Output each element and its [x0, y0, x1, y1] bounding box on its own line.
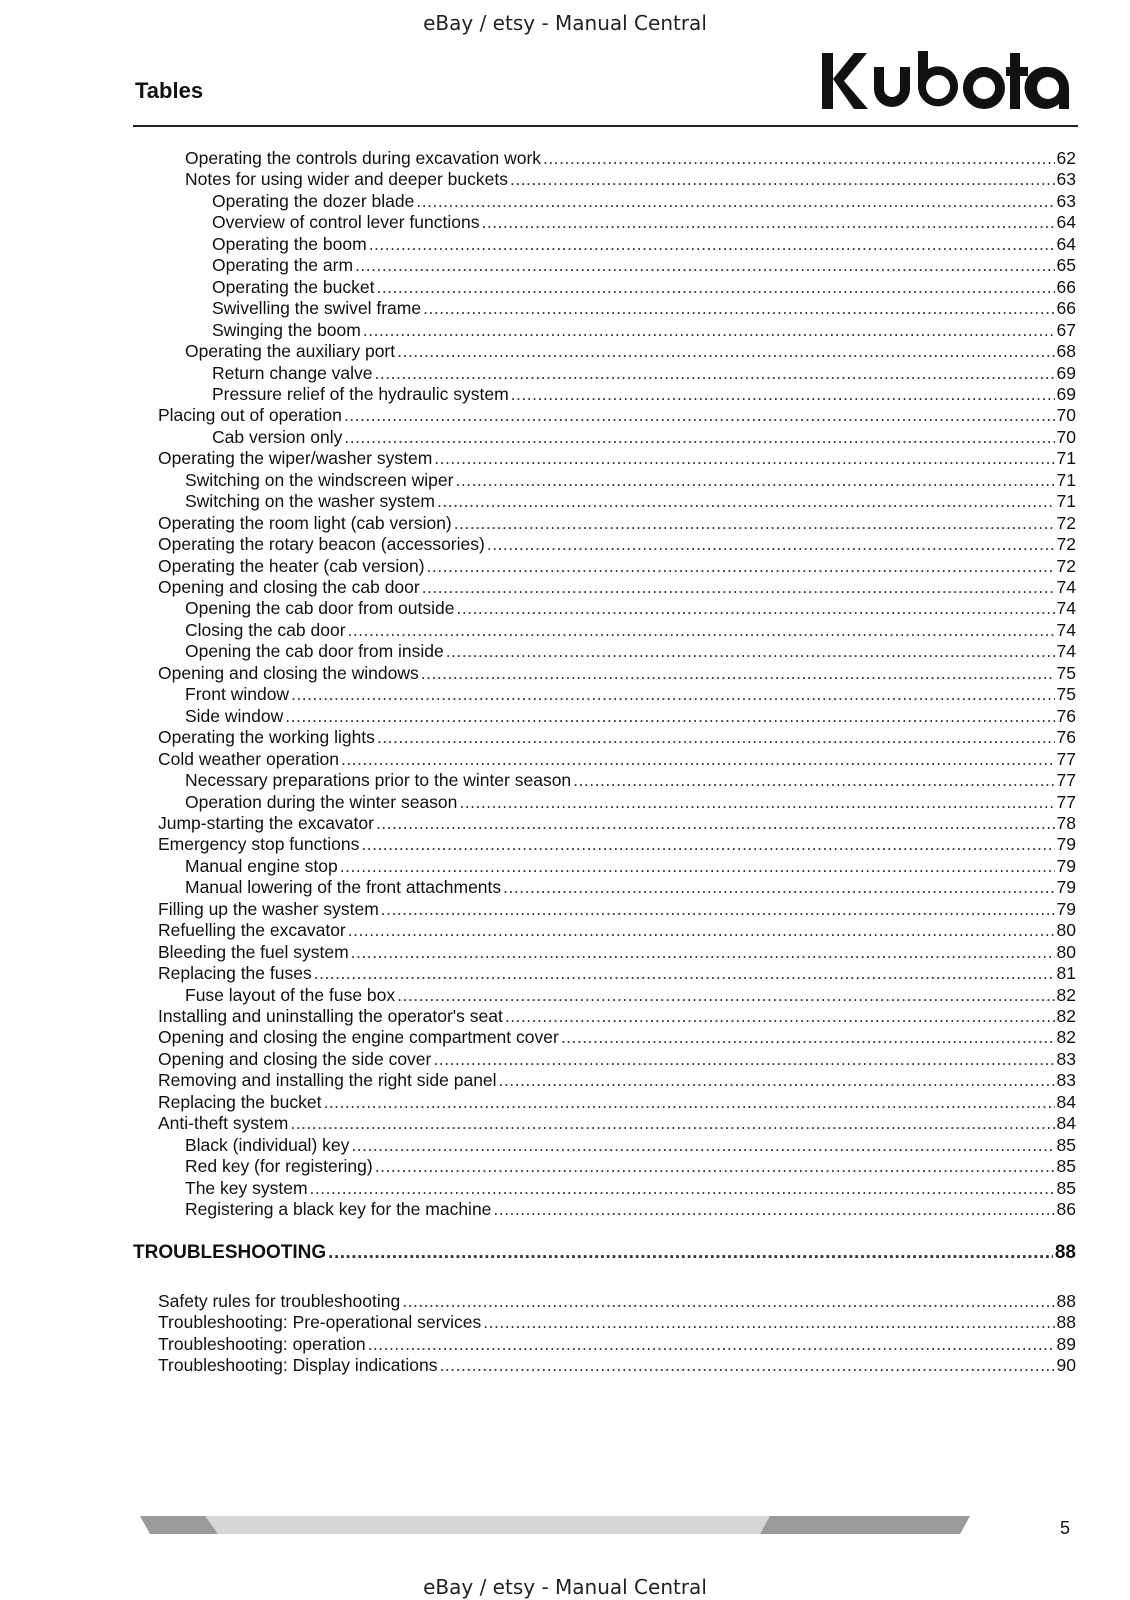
toc-page-number: 79 — [1056, 899, 1076, 919]
toc-dot-leader — [340, 855, 1055, 877]
toc-entry-title: Switching on the washer system — [185, 491, 435, 511]
toc-entry[interactable] — [158, 447, 1076, 469]
toc-dot-leader — [368, 1333, 1055, 1355]
toc-entry-title: Black (individual) key — [185, 1135, 350, 1155]
toc-page-number: 64 — [1056, 234, 1076, 254]
toc-page-number: 86 — [1056, 1199, 1076, 1219]
toc-dot-leader — [455, 469, 1054, 491]
toc-entry-title: Manual engine stop — [185, 856, 338, 876]
toc-entry[interactable] — [158, 576, 1076, 598]
toc-dot-leader — [446, 640, 1055, 662]
toc-page-number: 80 — [1056, 920, 1076, 940]
toc-entry[interactable] — [185, 640, 1076, 662]
toc-entry-title: Operating the rotary beacon (accessories) — [158, 534, 485, 554]
toc-dot-leader — [314, 962, 1055, 984]
toc-entry-title: Replacing the bucket — [158, 1092, 322, 1112]
toc-dot-leader — [423, 297, 1054, 319]
toc-entry[interactable] — [158, 833, 1076, 855]
toc-page-number: 84 — [1056, 1092, 1076, 1112]
toc-page-number: 71 — [1056, 470, 1076, 490]
toc-page-number: 77 — [1056, 770, 1076, 790]
toc-entry[interactable] — [185, 619, 1076, 641]
toc-page-number: 78 — [1056, 813, 1076, 833]
toc-entry[interactable] — [185, 469, 1076, 491]
toc-dot-leader — [328, 1242, 1053, 1264]
toc-entry[interactable] — [158, 662, 1076, 684]
toc-entry[interactable] — [158, 726, 1076, 748]
toc-entry-title: Operating the arm — [212, 255, 354, 275]
toc-dot-leader — [397, 340, 1054, 362]
toc-entry[interactable] — [185, 855, 1076, 877]
header-rule — [133, 125, 1078, 127]
toc-dot-leader — [341, 748, 1055, 770]
toc-entry[interactable] — [185, 1177, 1076, 1199]
toc-entry-title: Troubleshooting: Pre-operational services — [158, 1312, 482, 1332]
toc-dot-leader — [505, 1005, 1055, 1027]
toc-entry-title: Necessary preparations prior to the winter season — [185, 770, 572, 790]
toc-page-number: 66 — [1056, 298, 1076, 318]
toc-entry-title: TROUBLESHOOTING — [133, 1242, 327, 1263]
toc-entry-title: Opening and closing the cab door — [158, 577, 420, 597]
toc-page-number: 66 — [1056, 277, 1076, 297]
toc-entry[interactable] — [185, 1155, 1076, 1177]
toc-dot-leader — [421, 662, 1055, 684]
toc-entry[interactable] — [158, 919, 1076, 941]
toc-entry[interactable] — [158, 812, 1076, 834]
toc-dot-leader — [437, 490, 1055, 512]
toc-entry-title: Cold weather operation — [158, 749, 339, 769]
toc-dot-leader — [510, 168, 1055, 190]
toc-entry[interactable] — [185, 1134, 1076, 1156]
toc-entry-title: Operating the bucket — [212, 277, 375, 297]
toc-page-number: 82 — [1056, 1006, 1076, 1026]
toc-page-number: 83 — [1056, 1070, 1076, 1090]
toc-dot-leader — [511, 383, 1055, 405]
toc-entry-title: Safety rules for troubleshooting — [158, 1291, 401, 1311]
toc-section-heading[interactable] — [133, 1242, 1076, 1264]
toc-entry-title: Fuse layout of the fuse box — [185, 985, 396, 1005]
toc-page-number: 70 — [1056, 427, 1076, 447]
toc-entry[interactable] — [185, 490, 1076, 512]
toc-entry-title: Swivelling the swivel frame — [212, 298, 422, 318]
toc-dot-leader — [344, 426, 1054, 448]
toc-dot-leader — [561, 1026, 1055, 1048]
toc-dot-leader — [440, 1354, 1055, 1376]
toc-entry[interactable] — [185, 705, 1076, 727]
toc-page-number: 69 — [1056, 384, 1076, 404]
toc-page-number: 88 — [1056, 1291, 1076, 1311]
toc-entry-title: Anti-theft system — [158, 1113, 289, 1133]
toc-entry-title: Switching on the windscreen wiper — [185, 470, 454, 490]
toc-entry[interactable] — [185, 769, 1076, 791]
toc-page-number: 88 — [1054, 1242, 1076, 1263]
toc-entry[interactable] — [158, 1112, 1076, 1134]
toc-page-number: 69 — [1056, 363, 1076, 383]
toc-dot-leader — [433, 1048, 1054, 1070]
toc-entry[interactable] — [158, 1069, 1076, 1091]
toc-dot-leader — [375, 362, 1055, 384]
toc-entry-title: Operating the heater (cab version) — [158, 556, 425, 576]
toc-dot-leader — [416, 190, 1054, 212]
toc-entry-title: Emergency stop functions — [158, 834, 360, 854]
toc-page-number: 72 — [1056, 556, 1076, 576]
toc-entry-title: Removing and installing the right side panel — [158, 1070, 497, 1090]
toc-page-number: 71 — [1056, 491, 1076, 511]
toc-entry-title: Filling up the washer system — [158, 899, 379, 919]
toc-page-number: 75 — [1056, 684, 1076, 704]
toc-entry[interactable] — [158, 962, 1076, 984]
toc-entry[interactable] — [212, 319, 1076, 341]
toc-dot-leader — [363, 319, 1055, 341]
toc-entry-title: Opening and closing the windows — [158, 663, 419, 683]
toc-entry-title: Operating the wiper/washer system — [158, 448, 433, 468]
toc-dot-leader — [375, 1155, 1055, 1177]
toc-dot-leader — [483, 1311, 1054, 1333]
toc-dot-leader — [493, 1198, 1054, 1220]
toc-page-number: 77 — [1056, 792, 1076, 812]
kubota-logo — [820, 45, 1075, 113]
toc-dot-leader — [290, 1112, 1054, 1134]
page-title: Tables — [135, 78, 204, 103]
toc-entry-title: Opening the cab door from inside — [185, 641, 444, 661]
toc-page-number: 85 — [1056, 1178, 1076, 1198]
toc-entry-title: Return change valve — [212, 363, 373, 383]
toc-dot-leader — [456, 597, 1054, 619]
toc-entry[interactable] — [212, 233, 1076, 255]
toc-entry[interactable] — [185, 984, 1076, 1006]
toc-dot-leader — [543, 147, 1055, 169]
toc-dot-leader — [348, 619, 1055, 641]
toc-dot-leader — [402, 1290, 1054, 1312]
toc-entry[interactable] — [158, 898, 1076, 920]
toc-entry[interactable] — [212, 211, 1076, 233]
toc-entry[interactable] — [158, 1333, 1076, 1355]
toc-entry[interactable] — [158, 512, 1076, 534]
toc-dot-leader — [348, 919, 1055, 941]
toc-entry-title: Troubleshooting: Display indications — [158, 1355, 438, 1375]
toc-entry-title: Operating the boom — [212, 234, 367, 254]
toc-dot-leader — [351, 941, 1055, 963]
watermark-top: eBay / etsy - Manual Central — [423, 11, 707, 35]
toc-entry[interactable] — [158, 1026, 1076, 1048]
toc-entry[interactable] — [185, 1198, 1076, 1220]
toc-entry-title: Side window — [185, 706, 284, 726]
toc-page-number: 72 — [1056, 534, 1076, 554]
toc-dot-leader — [422, 576, 1055, 598]
toc-page-number: 63 — [1056, 169, 1076, 189]
toc-page-number: 90 — [1056, 1355, 1076, 1375]
toc-page-number: 75 — [1056, 663, 1076, 683]
toc-entry-title: Registering a black key for the machine — [185, 1199, 492, 1219]
toc-page-number: 76 — [1056, 727, 1076, 747]
toc-entry[interactable] — [158, 533, 1076, 555]
toc-page-number: 63 — [1056, 191, 1076, 211]
toc-page-number: 71 — [1056, 448, 1076, 468]
toc-page-number: 79 — [1056, 877, 1076, 897]
watermark-bottom: eBay / etsy - Manual Central — [423, 1575, 707, 1599]
toc-entry[interactable] — [158, 941, 1076, 963]
toc-entry[interactable] — [212, 383, 1076, 405]
toc-entry[interactable] — [212, 254, 1076, 276]
toc-entry-title: Manual lowering of the front attachments — [185, 877, 502, 897]
toc-entry-title: Red key (for registering) — [185, 1156, 373, 1176]
toc-entry[interactable] — [158, 555, 1076, 577]
toc-entry[interactable] — [185, 340, 1076, 362]
toc-entry-title: The key system — [185, 1178, 308, 1198]
toc-entry-title: Jump-starting the excavator — [158, 813, 374, 833]
toc-page-number: 82 — [1056, 985, 1076, 1005]
toc-page-number: 74 — [1056, 598, 1076, 618]
toc-page-number: 74 — [1056, 620, 1076, 640]
toc-dot-leader — [361, 833, 1054, 855]
toc-dot-leader — [434, 447, 1054, 469]
footer-band — [140, 1514, 980, 1536]
toc-dot-leader — [323, 1091, 1054, 1113]
toc-dot-leader — [285, 705, 1054, 727]
toc-entry[interactable] — [185, 876, 1076, 898]
toc-entry-title: Opening the cab door from outside — [185, 598, 455, 618]
toc-page-number: 85 — [1056, 1135, 1076, 1155]
toc-page-number: 83 — [1056, 1049, 1076, 1069]
toc-dot-leader — [427, 555, 1055, 577]
toc-page-number: 85 — [1056, 1156, 1076, 1176]
toc-entry-title: Placing out of operation — [158, 405, 342, 425]
toc-dot-leader — [454, 512, 1055, 534]
toc-entry-title: Troubleshooting: operation — [158, 1334, 366, 1354]
toc-dot-leader — [503, 876, 1054, 898]
toc-dot-leader — [355, 254, 1054, 276]
toc-entry-title: Operating the dozer blade — [212, 191, 415, 211]
toc-dot-leader — [573, 769, 1054, 791]
toc-entry[interactable] — [158, 404, 1076, 426]
toc-dot-leader — [291, 683, 1054, 705]
toc-entry-title: Bleeding the fuel system — [158, 942, 349, 962]
toc-dot-leader — [377, 726, 1055, 748]
toc-entry-title: Pressure relief of the hydraulic system — [212, 384, 509, 404]
toc-entry-title: Refuelling the excavator — [158, 920, 346, 940]
toc-dot-leader — [397, 984, 1054, 1006]
toc-page-number: 79 — [1056, 856, 1076, 876]
toc-page-number: 84 — [1056, 1113, 1076, 1133]
toc-entry[interactable] — [185, 683, 1076, 705]
toc-entry[interactable] — [158, 1005, 1076, 1027]
toc-entry-title: Overview of control lever functions — [212, 212, 480, 232]
toc-entry[interactable] — [212, 190, 1076, 212]
toc-dot-leader — [376, 276, 1054, 298]
toc-entry-title: Opening and closing the side cover — [158, 1049, 432, 1069]
toc-page-number: 74 — [1056, 641, 1076, 661]
toc-page-number: 80 — [1056, 942, 1076, 962]
toc-page-number: 72 — [1056, 513, 1076, 533]
toc-entry[interactable] — [158, 1048, 1076, 1070]
toc-entry-title: Replacing the fuses — [158, 963, 312, 983]
toc-page-number: 77 — [1056, 749, 1076, 769]
toc-dot-leader — [344, 404, 1055, 426]
toc-entry[interactable] — [158, 748, 1076, 770]
toc-entry[interactable] — [158, 1311, 1076, 1333]
toc-dot-leader — [487, 533, 1055, 555]
toc-entry[interactable] — [212, 362, 1076, 384]
toc-entry-title: Swinging the boom — [212, 320, 361, 340]
toc-entry-title: Operating the room light (cab version) — [158, 513, 452, 533]
toc-page-number: 88 — [1056, 1312, 1076, 1332]
toc-page-number: 68 — [1056, 341, 1076, 361]
toc-dot-leader — [369, 233, 1055, 255]
toc-page-number: 67 — [1056, 320, 1076, 340]
toc-entry-title: Cab version only — [212, 427, 343, 447]
toc-entry-title: Operating the auxiliary port — [185, 341, 396, 361]
toc-entry-title: Opening and closing the engine compartment cover — [158, 1027, 559, 1047]
toc-dot-leader — [459, 791, 1054, 813]
toc-entry[interactable] — [185, 791, 1076, 813]
toc-entry[interactable] — [212, 276, 1076, 298]
toc-entry[interactable] — [185, 597, 1076, 619]
toc-entry-title: Operating the controls during excavation work — [185, 148, 542, 168]
toc-entry[interactable] — [185, 168, 1076, 190]
toc-entry[interactable] — [158, 1290, 1076, 1312]
toc-dot-leader — [376, 812, 1055, 834]
toc-entry-title: Installing and uninstalling the operator's seat — [158, 1006, 503, 1026]
toc-entry-title: Notes for using wider and deeper buckets — [185, 169, 508, 189]
toc-page-number: 65 — [1056, 255, 1076, 275]
toc-entry[interactable] — [212, 426, 1076, 448]
toc-entry-title: Operating the working lights — [158, 727, 375, 747]
toc-page-number: 64 — [1056, 212, 1076, 232]
toc-page-number: 89 — [1056, 1334, 1076, 1354]
toc-dot-leader — [351, 1134, 1054, 1156]
toc-dot-leader — [499, 1069, 1055, 1091]
toc-dot-leader — [481, 211, 1054, 233]
toc-page-number: 81 — [1056, 963, 1076, 983]
toc-dot-leader — [310, 1177, 1055, 1199]
toc-page-number: 82 — [1056, 1027, 1076, 1047]
toc-page-number: 74 — [1056, 577, 1076, 597]
toc-entry-title: Front window — [185, 684, 290, 704]
page-number: 5 — [1060, 1518, 1071, 1538]
toc-page-number: 76 — [1056, 706, 1076, 726]
toc-entry[interactable] — [158, 1091, 1076, 1113]
toc-entry-title: Closing the cab door — [185, 620, 346, 640]
toc-page-number: 79 — [1056, 834, 1076, 854]
toc-dot-leader — [381, 898, 1055, 920]
toc-entry-title: Operation during the winter season — [185, 792, 458, 812]
toc-entry[interactable] — [158, 1354, 1076, 1376]
toc-page-number: 62 — [1056, 148, 1076, 168]
toc-entry[interactable] — [185, 147, 1076, 169]
toc-entry[interactable] — [212, 297, 1076, 319]
toc-page-number: 70 — [1056, 405, 1076, 425]
